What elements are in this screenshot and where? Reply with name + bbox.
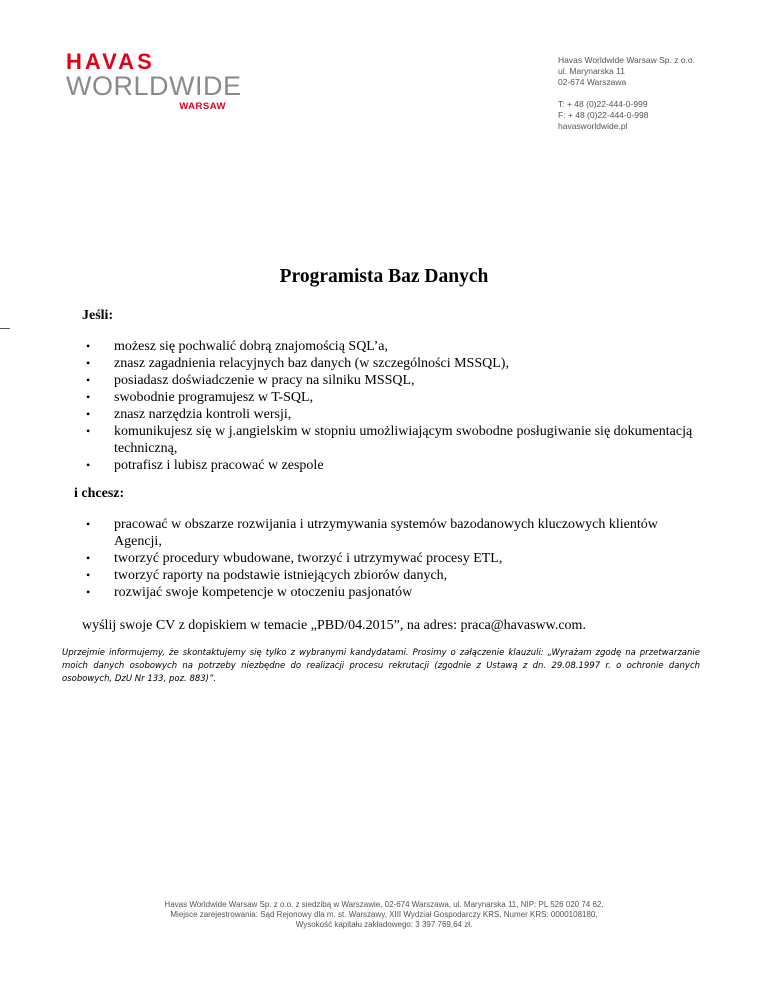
list-item: • swobodnie programujesz w T-SQL,: [86, 389, 696, 406]
goals-heading: i chcesz:: [74, 486, 125, 501]
list-item: • rozwijać swoje kompetencje w otoczeniu pasjonatów: [86, 584, 696, 601]
company-logo: [66, 49, 242, 112]
footer-line: Miejsce zarejestrowania: Sąd Rejonowy dla m. st. Warszawy, XIII Wydział Gospodarczy KRS, Numer KRS: 0000108180,: [170, 910, 598, 919]
privacy-notice: Uprzejmie informujemy, że skontaktujemy się tylko z wybranymi kandydatami. Prosimy o załączenie klauzuli: „Wyrażam zgodę na przetwarzanie moich danych osobowych na potrzeby niezbędne do realizacji procesu rekrutacji (zgodnie z Ustawą z dn. 29.08.1997 r. o ochronie danych osobowych, DzU Nr 133, poz. 883)”.: [62, 648, 700, 684]
list-item: • znasz narzędzia kontroli wersji,: [86, 406, 696, 423]
list-item: • znasz zagadnienia relacyjnych baz danych (w szczególności MSSQL),: [86, 355, 696, 372]
footer-line: Wysokość kapitału zakładowego: 3 397 769,64 zł.: [295, 920, 473, 929]
list-item: • możesz się pochwalić dobrą znajomością SQL’a,: [86, 338, 696, 355]
application-instructions: wyślij swoje CV z dopiskiem w temacie „PBD/04.2015”, na adres: praca@havasww.com.: [82, 618, 586, 633]
goals-list: [86, 516, 696, 601]
fax-number: F: + 48 (0)22-444-0-998: [558, 110, 649, 120]
list-item: • komunikujesz się w j.angielskim w stopniu umożliwiającym swobodne posługiwanie się dokumentacją techniczną,: [86, 423, 696, 457]
requirements-heading: Jeśli:: [82, 308, 114, 323]
address-line: ul. Marynarska 11: [558, 66, 625, 76]
margin-mark: [0, 328, 10, 329]
list-item: • tworzyć procedury wbudowane, tworzyć i utrzymywać procesy ETL,: [86, 550, 696, 567]
company-address: [558, 55, 695, 132]
address-line: Havas Worldwide Warsaw Sp. z o.o.: [558, 55, 695, 65]
requirements-list: [86, 338, 696, 474]
footer-line: Havas Worldwide Warsaw Sp. z o.o. z siedzibą w Warszawie, 02-674 Warszawa, ul. Marynarska 11, NIP: PL 526 020 74 62,: [164, 900, 604, 909]
logo-brand: HAVAS: [66, 49, 155, 74]
list-item: • potrafisz i lubisz pracować w zespole: [86, 457, 696, 474]
list-item: • pracować w obszarze rozwijania i utrzymywania systemów bazodanowych kluczowych klientów Agencji,: [86, 516, 696, 550]
phone-number: T: + 48 (0)22-444-0-999: [558, 99, 648, 109]
address-line: 02-674 Warszawa: [558, 77, 627, 87]
website: havasworldwide.pl: [558, 121, 628, 131]
logo-worldwide: WORLDWIDE: [66, 71, 242, 101]
job-title: Programista Baz Danych: [279, 266, 489, 287]
list-item: • tworzyć raporty na podstawie istniejących zbiorów danych,: [86, 567, 696, 584]
company-footer: [0, 900, 768, 930]
logo-city: WARSAW: [179, 101, 226, 112]
list-item: • posiadasz doświadczenie w pracy na silniku MSSQL,: [86, 372, 696, 389]
